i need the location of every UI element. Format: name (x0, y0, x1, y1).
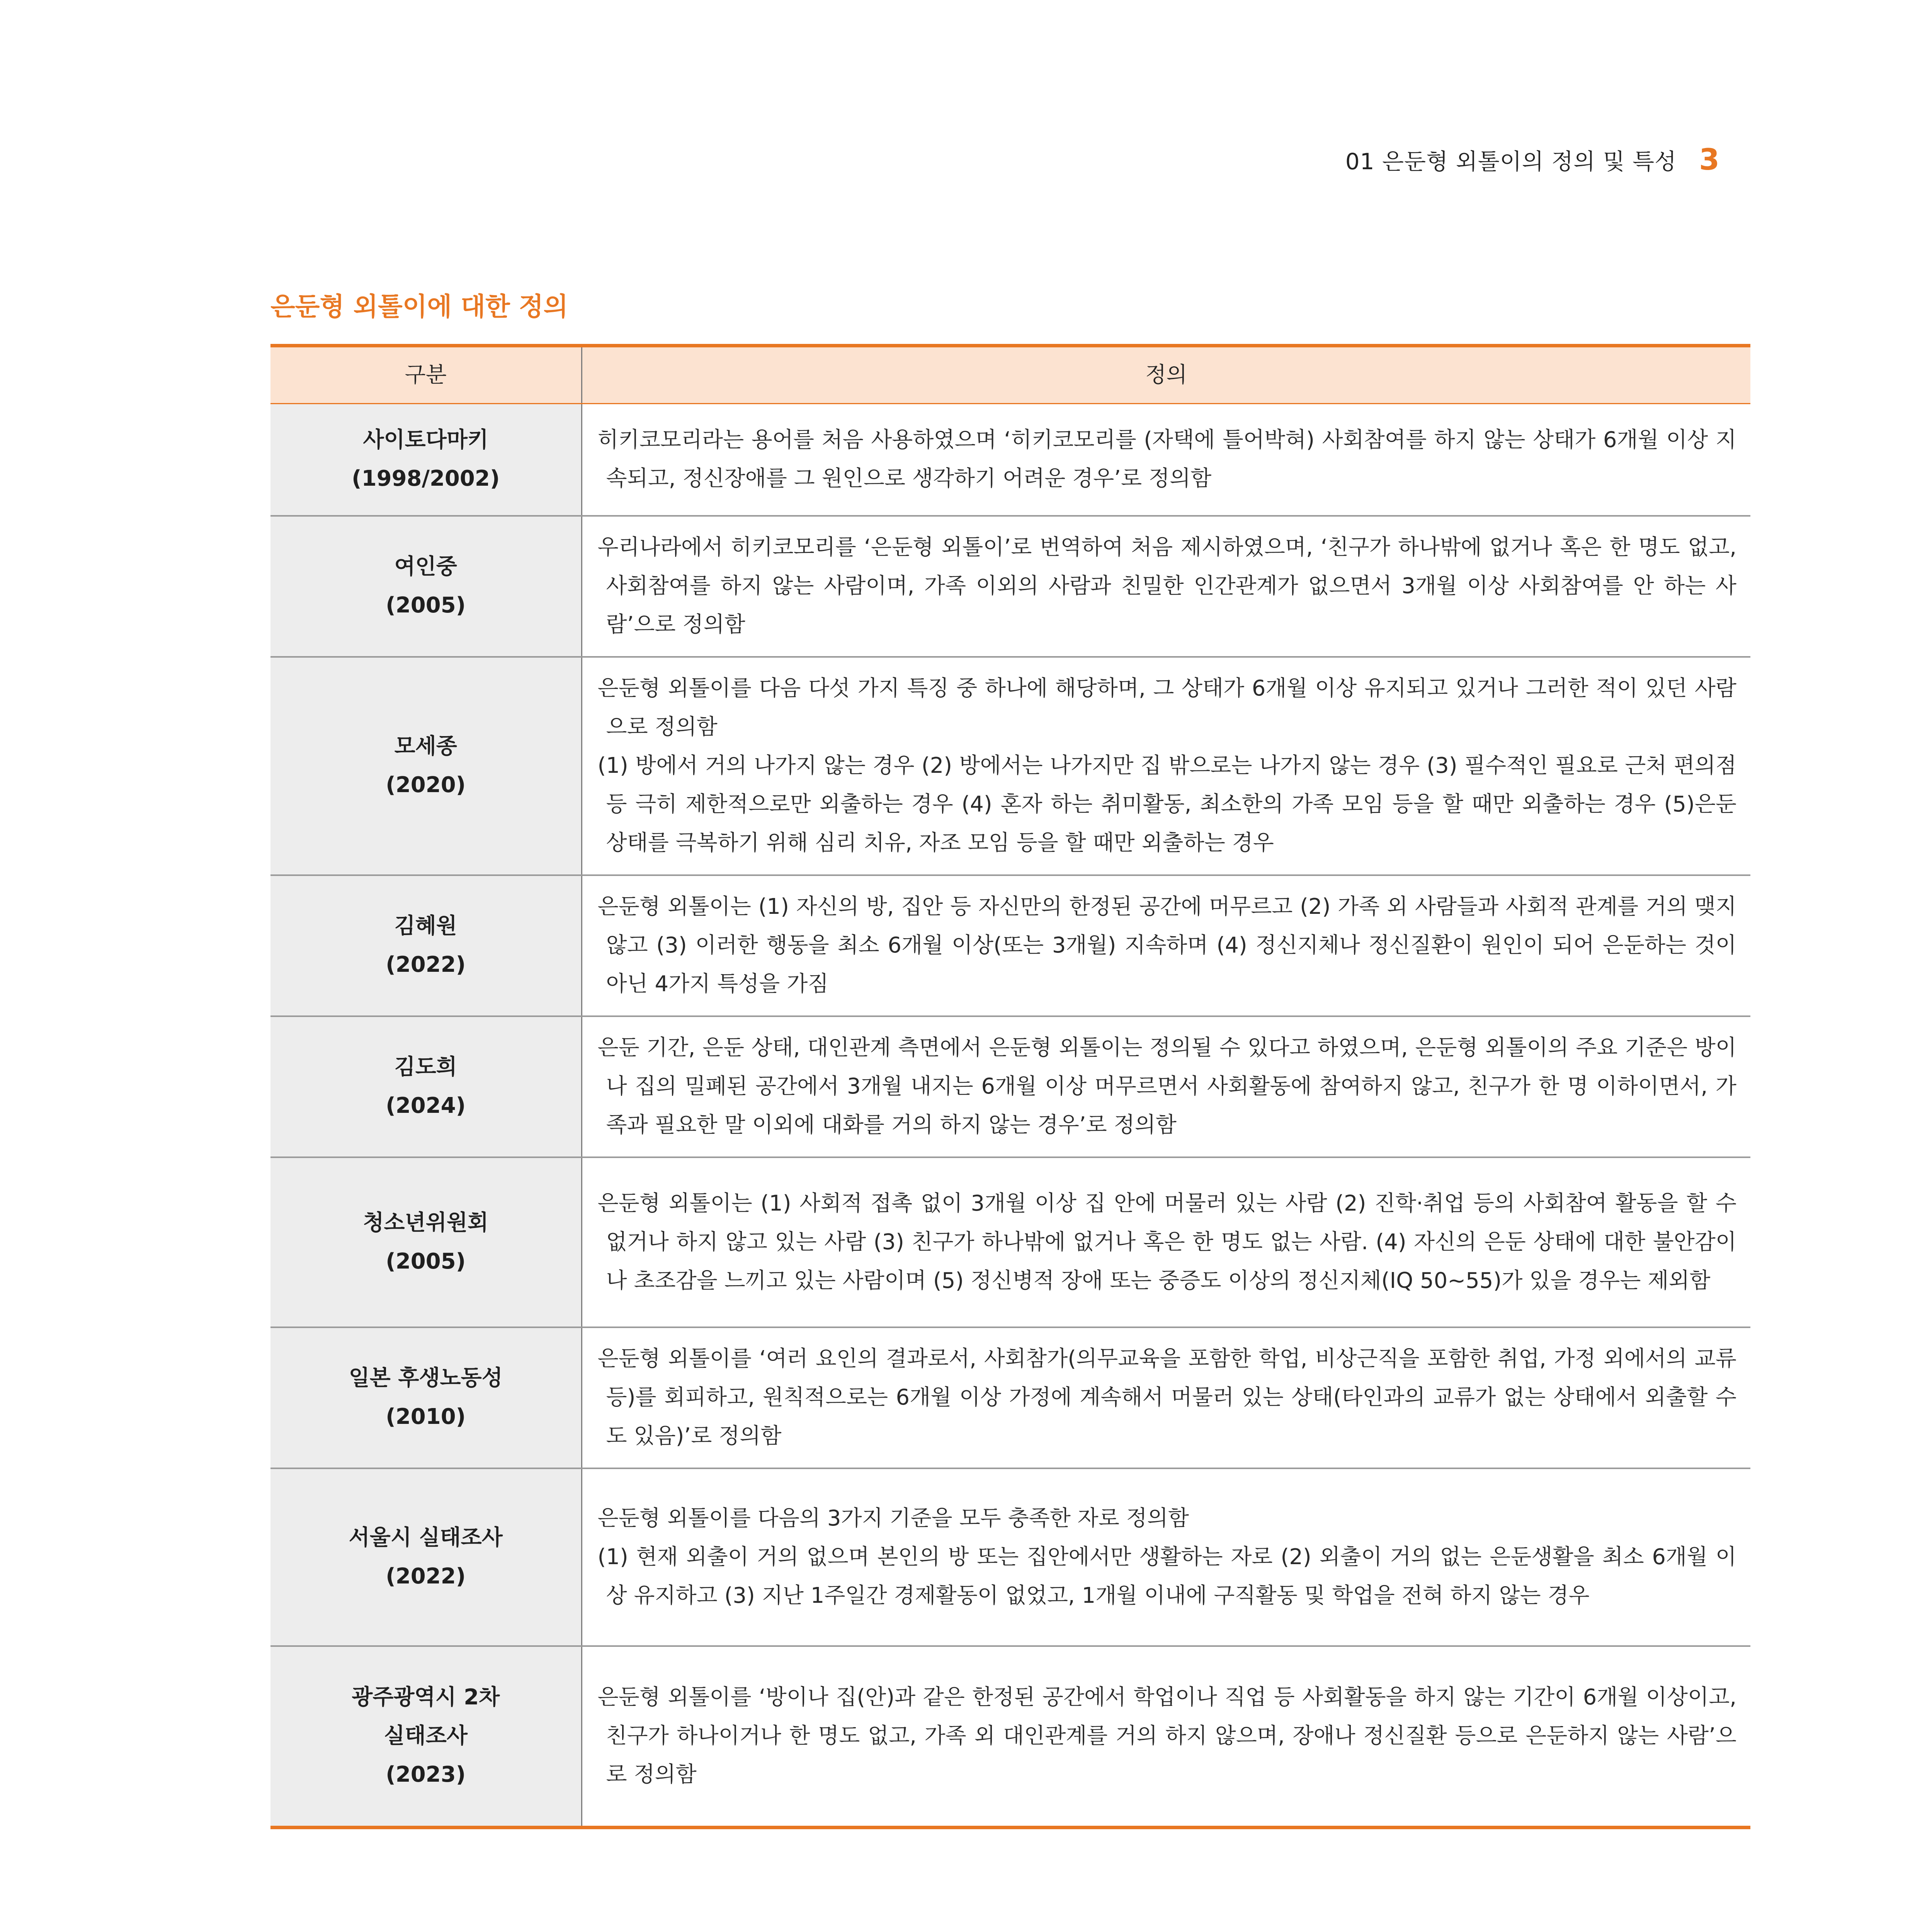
definition-text: 은둔형 외톨이를 ‘방이나 집(안)과 같은 한정된 공간에서 학업이나 직업 등 사회활동을 하지 않는 기간이 6개월 이상이고, 친구가 하나이거나 한 명도 없고, 가족 외 대인관계를 거의 하지 않으며, 장애나 정신질환 등으로 은둔하지 않는 사람’으로 정의함 (597, 1685, 1736, 1787)
row-label (270, 1157, 582, 1327)
source-year: (2010) (386, 1404, 466, 1429)
table-header-row (270, 346, 1750, 404)
column-header-definition: 정의 (582, 346, 1750, 404)
definitions-section-title: 은둔형 외톨이에 대한 정의 (270, 292, 568, 321)
table-row (270, 1646, 1750, 1828)
source-year: (2024) (386, 1093, 466, 1118)
table-row (270, 1016, 1750, 1157)
table-row (270, 1157, 1750, 1327)
row-label (270, 657, 582, 875)
page-header (1345, 142, 1719, 177)
row-label (270, 404, 582, 516)
definition-text: 은둔형 외톨이를 ‘여러 요인의 결과로서, 사회참가(의무교육을 포함한 학업, 비상근직을 포함한 취업, 가정 외에서의 교류 등)를 회피하고, 원칙적으로는 6개월 이상 가정에 계속해서 머물러 있는 상태(타인과의 교류가 없는 상태에서 외출할 수도 있음)’로 정의함 (597, 1346, 1736, 1449)
definition-criteria: (1) 방에서 거의 나가지 않는 경우 (2) 방에서는 나가지만 집 밖으로는 나가지 않는 경우 (3) 필수적인 필요로 근처 편의점 등 극히 제한적으로만 외출하는 경우 (4) 혼자 하는 취미활동, 최소한의 가족 모임 등을 할 때만 외출하는 경우 (5)은둔 상태를 극복하기 위해 심리 치유, 자조 모임 등을 할 때만 외출하는 경우 (597, 753, 1736, 855)
source-year: (2022) (386, 1563, 466, 1589)
table-row (270, 875, 1750, 1016)
source-name: 김혜원 (394, 913, 457, 939)
row-label (270, 1016, 582, 1157)
table-row (270, 1468, 1750, 1646)
source-name: 사이토다마키 (363, 427, 489, 453)
source-name: 일본 후생노동성 (349, 1366, 503, 1391)
source-name-line2: 실태조사 (384, 1723, 468, 1749)
definition-criteria: (1) 현재 외출이 거의 없으며 본인의 방 또는 집안에서만 생활하는 자로 (2) 외출이 거의 없는 은둔생활을 최소 6개월 이상 유지하고 (3) 지난 1주일간 경제활동이 없었고, 1개월 이내에 구직활동 및 학업을 전혀 하지 않는 경우 (597, 1544, 1736, 1608)
causes-section-heading (236, 1926, 543, 1932)
definition-text: 은둔형 외톨이를 다음의 3가지 기준을 모두 충족한 자로 정의함 (597, 1505, 1189, 1531)
source-name: 광주광역시 2차 (352, 1685, 500, 1710)
source-year: (2020) (386, 772, 466, 798)
row-label (270, 875, 582, 1016)
row-label (270, 516, 582, 657)
page-number: 3 (1699, 142, 1719, 177)
row-label (270, 1468, 582, 1646)
definition-text: 은둔 기간, 은둔 상태, 대인관계 측면에서 은둔형 외톨이는 정의될 수 있다고 하였으며, 은둔형 외톨이의 주요 기준은 방이나 집의 밀폐된 공간에서 3개월 내지는 6개월 이상 머무르면서 사회활동에 참여하지 않고, 친구가 한 명 이하이면서, 가족과 필요한 말 이외에 대화를 거의 하지 않는 경우’로 정의함 (597, 1035, 1736, 1138)
definition-cell (582, 1468, 1750, 1646)
source-year: (2005) (386, 593, 466, 618)
source-name: 모세종 (394, 734, 457, 759)
source-year: (2023) (386, 1762, 466, 1787)
source-name: 여인중 (394, 554, 457, 579)
column-header-category: 구분 (270, 346, 582, 404)
source-year: (1998/2002) (352, 466, 500, 492)
source-year: (2005) (386, 1248, 466, 1274)
definition-text: 은둔형 외톨이는 (1) 사회적 접촉 없이 3개월 이상 집 안에 머물러 있는 사람 (2) 진학·취업 등의 사회참여 활동을 할 수 없거나 하지 않고 있는 사람 (3) 친구가 하나밖에 없거나 혹은 한 명도 없는 사람. (4) 자신의 은둔 상태에 대한 불안감이나 초조감을 느끼고 있는 사람이며 (5) 정신병적 장애 또는 중증도 이상의 정신지체(IQ 50~55)가 있을 경우는 제외함 (597, 1190, 1736, 1293)
row-label (270, 1327, 582, 1468)
definition-text: 은둔형 외톨이는 (1) 자신의 방, 집안 등 자신만의 한정된 공간에 머무르고 (2) 가족 외 사람들과 사회적 관계를 거의 맺지 않고 (3) 이러한 행동을 최소 6개월 이상(또는 3개월) 지속하며 (4) 정신지체나 정신질환이 원인이 되어 은둔하는 것이 아닌 4가지 특성을 가짐 (597, 894, 1736, 997)
definition-text: 히키코모리라는 용어를 처음 사용하였으며 ‘히키코모리를 (자택에 틀어박혀) 사회참여를 하지 않는 상태가 6개월 이상 지속되고, 정신장애를 그 원인으로 생각하기 어려운 경우’로 정의함 (597, 427, 1736, 492)
source-name: 김도희 (394, 1054, 457, 1080)
table-row (270, 516, 1750, 657)
definition-text: 우리나라에서 히키코모리를 ‘은둔형 외톨이’로 번역하여 처음 제시하였으며, ‘친구가 하나밖에 없거나 혹은 한 명도 없고, 사회참여를 하지 않는 사람이며, 가족 이외의 사람과 친밀한 인간관계가 없으면서 3개월 이상 사회참여를 안 하는 사람’으로 정의함 (597, 535, 1736, 637)
table-row (270, 404, 1750, 516)
table-row (270, 657, 1750, 875)
causes-section-title (267, 1926, 543, 1932)
source-name: 서울시 실태조사 (349, 1525, 503, 1550)
definitions-table (270, 344, 1750, 1829)
definition-cell (582, 657, 1750, 875)
source-name: 청소년위원회 (363, 1210, 489, 1235)
chapter-title: 01 은둔형 외톨이의 정의 및 특성 (1345, 148, 1677, 175)
table-row (270, 1327, 1750, 1468)
source-year: (2022) (386, 952, 466, 977)
row-label (270, 1646, 582, 1828)
definition-text: 은둔형 외톨이를 다음 다섯 가지 특징 중 하나에 해당하며, 그 상태가 6개월 이상 유지되고 있거나 그러한 적이 있던 사람으로 정의함 (597, 676, 1736, 740)
